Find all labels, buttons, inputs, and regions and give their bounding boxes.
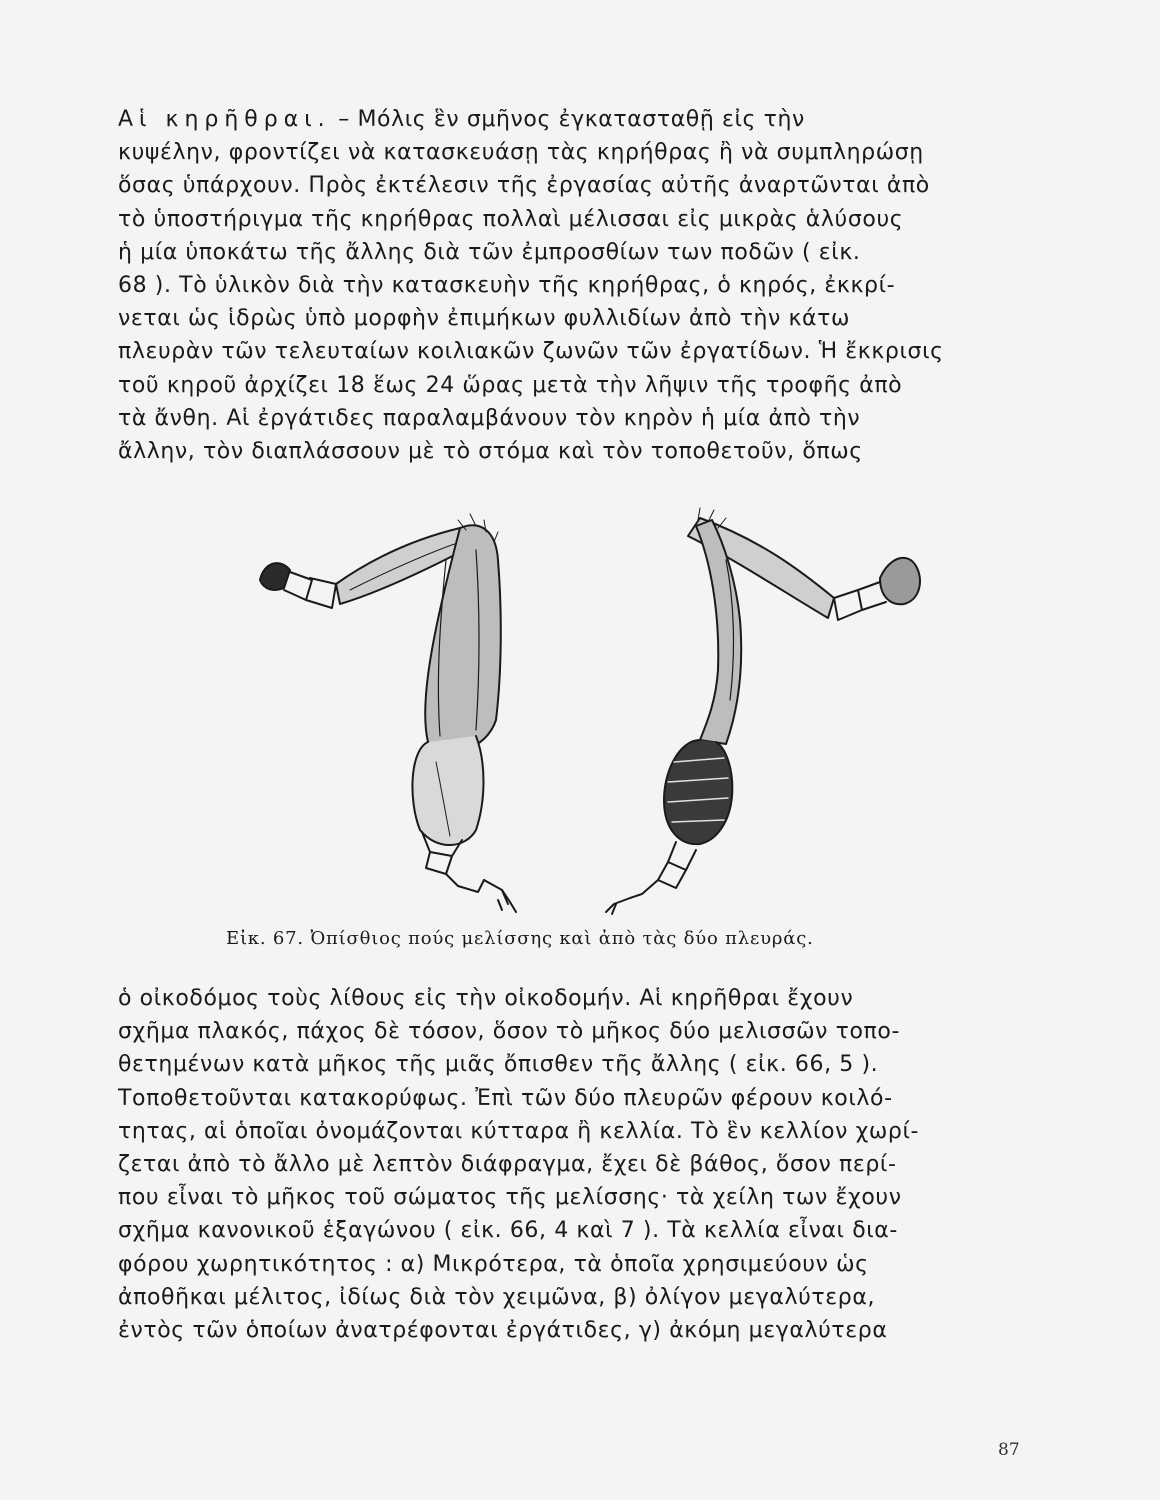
text-line: σχῆμα πλακός, πάχος δὲ τόσον, ὅσον τὸ μῆκος δύο μελισσῶν τοπο- — [118, 1019, 900, 1045]
text-line: τητας, αἱ ὁποῖαι ὀνομάζονται κύτταρα ἢ κελλία. Τὸ ἓν κελλίον χωρί- — [118, 1118, 920, 1144]
text-line: ἀποθῆκαι μέλιτος, ἰδίως διὰ τὸν χειμῶνα, β) ὀλίγον μεγαλύτερα, — [118, 1284, 876, 1310]
bee-hind-leg-illustration — [240, 500, 960, 930]
paragraph-honeycombs — [118, 103, 1018, 468]
page-number: 87 — [998, 1440, 1020, 1460]
text-line: ὁ οἰκοδόμος τοὺς λίθους εἰς τὴν οἰκοδομήν. Αἱ κηρῆθραι ἔχουν — [118, 986, 854, 1011]
text-line: Τοποθετοῦνται κατακορύφως. Ἐπὶ τῶν δύο πλευρῶν φέρουν κοιλό- — [118, 1085, 893, 1111]
text-line: τοῦ κηροῦ ἀρχίζει 18 ἕως 24 ὥρας μετὰ τὴν λῆψιν τῆς τροφῆς ἀπὸ — [118, 372, 903, 398]
left-leg-view — [260, 514, 516, 912]
text-line: φόρου χωρητικότητος : α) Μικρότερα, τὰ ὁποῖα χρησιμεύουν ὡς — [118, 1251, 869, 1277]
paragraph-cells — [118, 982, 1018, 1347]
text-line: Αἱ κηρῆθραι. – Μόλις ἓν σμῆνος ἐγκατασταθῇ εἰς τὴν — [118, 107, 805, 132]
text-line: ἐντὸς τῶν ὁποίων ἀνατρέφονται ἐργάτιδες, γ) ἀκόμη μεγαλύτερα — [118, 1317, 888, 1343]
text-line: τὰ ἄνθη. Αἱ ἐργάτιδες παραλαμβάνουν τὸν κηρὸν ἡ μία ἀπὸ τὴν — [118, 405, 861, 431]
text-line: που εἶναι τὸ μῆκος τοῦ σώματος τῆς μελίσσης· τὰ χείλη των ἔχουν — [118, 1185, 902, 1211]
text-line: ἡ μία ὑποκάτω τῆς ἄλλης διὰ τῶν ἐμπροσθίων των ποδῶν ( εἰκ. — [118, 239, 861, 265]
text-line: σχῆμα κανονικοῦ ἑξαγώνου ( εἰκ. 66, 4 καὶ 7 ). Τὰ κελλία εἶναι δια- — [118, 1218, 898, 1244]
text-line: ὅσας ὑπάρχουν. Πρὸς ἐκτέλεσιν τῆς ἐργασίας αὐτῆς ἀναρτῶνται ἀπὸ — [118, 173, 930, 199]
figure-caption: Εἰκ. 67. Ὀπίσθιος πούς μελίσσης καὶ ἀπὸ τὰς δύο πλευράς. — [226, 928, 814, 949]
text-line: πλευρὰν τῶν τελευταίων κοιλιακῶν ζωνῶν τῶν ἐργατίδων. Ἡ ἔκκρισις — [118, 339, 944, 365]
text-line: 68 ). Τὸ ὑλικὸν διὰ τὴν κατασκευὴν τῆς κηρήθρας, ὁ κηρός, ἐκκρί- — [118, 272, 896, 298]
text-line: κυψέλην, φροντίζει νὰ κατασκευάσῃ τὰς κηρήθρας ἢ νὰ συμπληρώσῃ — [118, 140, 924, 166]
text-line: θετημένων κατὰ μῆκος τῆς μιᾶς ὄπισθεν τῆς ἄλλης ( εἰκ. 66, 5 ). — [118, 1052, 879, 1078]
figure-bee-hind-leg — [240, 500, 960, 930]
text-line: ἄλλην, τὸν διαπλάσσουν μὲ τὸ στόμα καὶ τὸν τοποθετοῦν, ὅπως — [118, 438, 863, 464]
section-heading: Αἱ κηρῆθραι. — [118, 107, 331, 132]
text-line: νεται ὡς ἱδρὼς ὑπὸ μορφὴν ἐπιμήκων φυλλιδίων ἀπὸ τὴν κάτω — [118, 306, 851, 332]
text-line: ζεται ἀπὸ τὸ ἄλλο μὲ λεπτὸν διάφραγμα, ἔχει δὲ βάθος, ὅσον περί- — [118, 1151, 897, 1177]
text-line: τὸ ὑποστήριγμα τῆς κηρήθρας πολλαὶ μέλισσαι εἰς μικρὰς ἁλύσους — [118, 206, 904, 232]
right-leg-view — [606, 508, 920, 914]
